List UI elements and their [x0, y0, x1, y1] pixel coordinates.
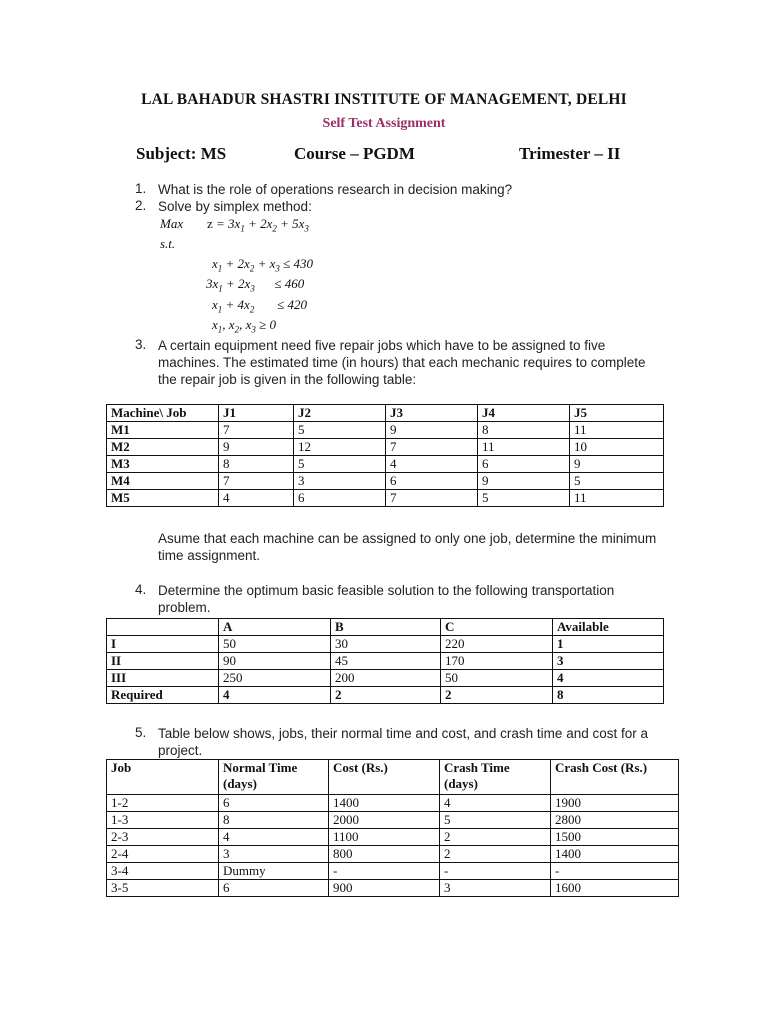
row-label: I	[107, 636, 219, 653]
table-row	[107, 422, 664, 439]
table-cell: 11	[570, 422, 664, 439]
question-2-number: 2.	[135, 198, 147, 213]
footer-cell: 2	[331, 687, 441, 704]
assignment-table	[106, 404, 664, 507]
table-cell: 9	[478, 473, 570, 490]
table-cell: 45	[331, 653, 441, 670]
table-cell: 800	[329, 846, 440, 863]
question-5-number: 5.	[135, 725, 147, 740]
table-cell: 7	[386, 490, 478, 507]
header-cell: Crash Time (days)	[440, 760, 551, 795]
table-cell: 250	[219, 670, 331, 687]
table-cell: 2	[440, 829, 551, 846]
table-cell: 5	[294, 456, 386, 473]
table-cell: -	[329, 863, 440, 880]
table-cell: 10	[570, 439, 664, 456]
table-cell: 3-4	[107, 863, 219, 880]
row-label: M3	[107, 456, 219, 473]
table-cell: 2000	[329, 812, 440, 829]
question-5-text: Table below shows, jobs, their normal time and cost, and crash time and cost for a project.	[158, 726, 648, 758]
footer-cell: 2	[441, 687, 553, 704]
course-label: Course – PGDM	[294, 144, 415, 163]
header-cell: J4	[478, 405, 570, 422]
table-cell: 3	[294, 473, 386, 490]
table-cell: 1400	[329, 795, 440, 812]
objective-label: Max	[160, 216, 184, 231]
header-cell: C	[441, 619, 553, 636]
table-footer-row	[107, 687, 664, 704]
table-cell: 3-5	[107, 880, 219, 897]
subject-to-label: s.t.	[160, 236, 176, 251]
table-cell: 12	[294, 439, 386, 456]
table-cell: 4	[386, 456, 478, 473]
table-cell: 5	[294, 422, 386, 439]
table-cell: 2	[440, 846, 551, 863]
table-cell: 900	[329, 880, 440, 897]
table-header-row	[107, 760, 679, 795]
table-cell: 4	[219, 490, 294, 507]
table-cell: 220	[441, 636, 553, 653]
header-cell: Normal Time (days)	[219, 760, 329, 795]
table-cell: 8	[219, 456, 294, 473]
table-cell: 1500	[551, 829, 679, 846]
table-cell: 7	[219, 473, 294, 490]
institute-title: LAL BAHADUR SHASTRI INSTITUTE OF MANAGEMENT, DELHI	[141, 91, 627, 108]
table-row	[107, 473, 664, 490]
table-row	[107, 846, 679, 863]
crashing-table	[106, 759, 679, 897]
header-cell: J2	[294, 405, 386, 422]
table-cell: 90	[219, 653, 331, 670]
available-cell: 3	[553, 653, 664, 670]
table-row	[107, 829, 679, 846]
header-cell: J3	[386, 405, 478, 422]
table-cell: 7	[219, 422, 294, 439]
table-cell: 1600	[551, 880, 679, 897]
row-label: M2	[107, 439, 219, 456]
table-header-row	[107, 405, 664, 422]
footer-cell: Required	[107, 687, 219, 704]
question-4-number: 4.	[135, 582, 147, 597]
table-cell: 8	[478, 422, 570, 439]
table-cell: 2-3	[107, 829, 219, 846]
table-cell: 3	[219, 846, 329, 863]
table-row	[107, 636, 664, 653]
table-cell: 4	[219, 829, 329, 846]
table-cell: 4	[440, 795, 551, 812]
row-label: M1	[107, 422, 219, 439]
header-cell: J5	[570, 405, 664, 422]
table-cell: Dummy	[219, 863, 329, 880]
header-cell: Job	[107, 760, 219, 795]
available-cell: 1	[553, 636, 664, 653]
row-label: M5	[107, 490, 219, 507]
table-cell: 50	[441, 670, 553, 687]
table-cell: -	[440, 863, 551, 880]
table-cell: 9	[219, 439, 294, 456]
table-cell: 6	[219, 795, 329, 812]
trimester-label: Trimester – II	[519, 144, 621, 163]
table-row	[107, 653, 664, 670]
footer-cell: 8	[553, 687, 664, 704]
table-cell: 5	[570, 473, 664, 490]
table-row	[107, 670, 664, 687]
table-cell: 5	[478, 490, 570, 507]
header-cell: Available	[553, 619, 664, 636]
table-cell: 2800	[551, 812, 679, 829]
table-cell: 6	[478, 456, 570, 473]
table-cell: 6	[219, 880, 329, 897]
table-cell: -	[551, 863, 679, 880]
table-cell: 7	[386, 439, 478, 456]
assignment-subtitle: Self Test Assignment	[322, 116, 446, 131]
table-cell: 170	[441, 653, 553, 670]
table-cell: 11	[478, 439, 570, 456]
table-cell: 1100	[329, 829, 440, 846]
row-label: M4	[107, 473, 219, 490]
table-cell: 5	[440, 812, 551, 829]
table-row	[107, 490, 664, 507]
objective-function: $z = 3x_1 + 2x_2 + 5x_3$	[207, 216, 309, 234]
header-cell: A	[219, 619, 331, 636]
table-row	[107, 456, 664, 473]
constraint-1: $x_1 + 2x_2 + x_3 \le 430$	[212, 256, 314, 274]
table-row	[107, 795, 679, 812]
table-cell: 6	[294, 490, 386, 507]
table-cell: 200	[331, 670, 441, 687]
table-header-row	[107, 619, 664, 636]
table-row	[107, 880, 679, 897]
header-cell	[107, 619, 219, 636]
subject-label: Subject: MS	[136, 144, 227, 163]
table-cell: 2-4	[107, 846, 219, 863]
header-cell: Cost (Rs.)	[329, 760, 440, 795]
question-1-number: 1.	[135, 181, 147, 196]
table-cell: 9	[386, 422, 478, 439]
table-row	[107, 439, 664, 456]
table-row	[107, 863, 679, 880]
header-cell: B	[331, 619, 441, 636]
table-cell: 1900	[551, 795, 679, 812]
table-row	[107, 812, 679, 829]
question-3-text: A certain equipment need five repair jobs which have to be assigned to five machines. The estimated time (in hours) that each mechanic requires to complete the repair job is given in the following table:	[158, 338, 646, 387]
question-3-note: Asume that each machine can be assigned to only one job, determine the minimum time assignment.	[158, 531, 657, 563]
table-cell: 8	[219, 812, 329, 829]
table-cell: 50	[219, 636, 331, 653]
table-cell: 30	[331, 636, 441, 653]
header-cell: J1	[219, 405, 294, 422]
constraint-4: $x_1$, $x_2$, $x_3 \ge 0$	[212, 317, 276, 335]
table-cell: 1-3	[107, 812, 219, 829]
question-2-text: Solve by simplex method:	[158, 199, 312, 214]
transportation-table	[106, 618, 664, 704]
question-3-number: 3.	[135, 337, 147, 352]
table-cell: 1-2	[107, 795, 219, 812]
constraint-3: $x_1 + 4x_2$ ≤ 420	[212, 297, 307, 315]
table-cell: 6	[386, 473, 478, 490]
table-cell: 1400	[551, 846, 679, 863]
constraint-2: $3x_1 + 2x_3$ ≤ 460	[206, 276, 305, 294]
question-4-text: Determine the optimum basic feasible solution to the following transportation problem.	[158, 583, 615, 615]
row-label: II	[107, 653, 219, 670]
header-cell: Machine\ Job	[107, 405, 219, 422]
table-cell: 3	[440, 880, 551, 897]
available-cell: 4	[553, 670, 664, 687]
footer-cell: 4	[219, 687, 331, 704]
table-cell: 11	[570, 490, 664, 507]
table-cell: 9	[570, 456, 664, 473]
row-label: III	[107, 670, 219, 687]
question-1-text: What is the role of operations research in decision making?	[158, 182, 513, 197]
header-cell: Crash Cost (Rs.)	[551, 760, 679, 795]
